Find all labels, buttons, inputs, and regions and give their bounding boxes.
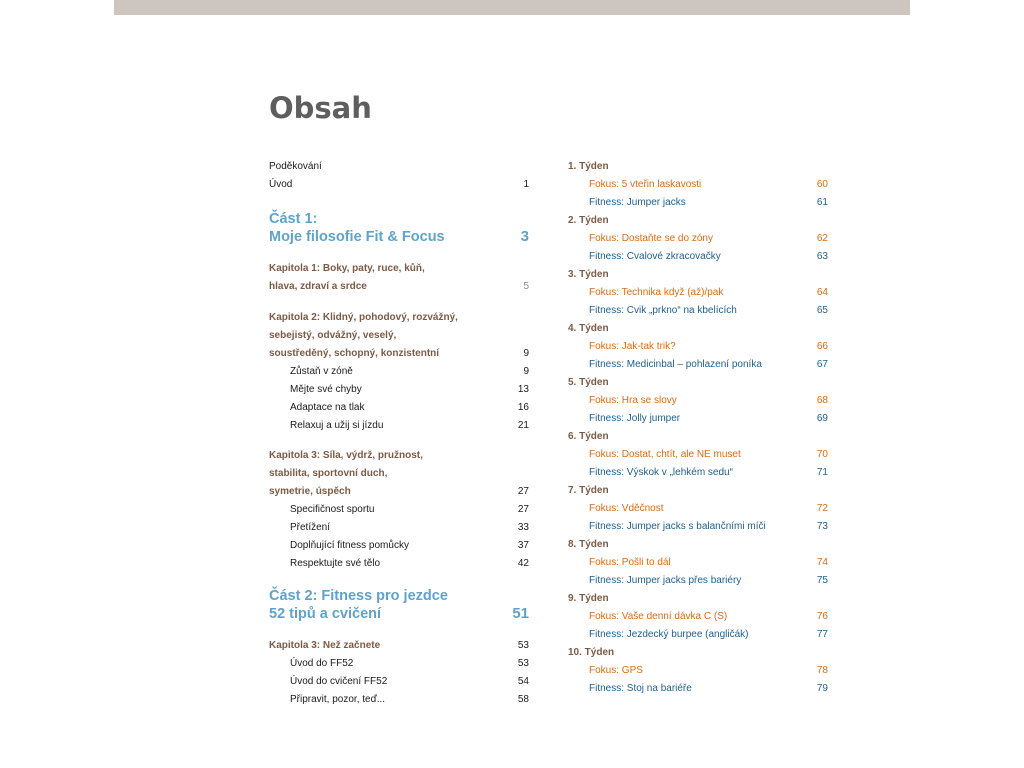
part-title: 52 tipů a cvičení — [269, 606, 382, 622]
week-fitness-entry — [568, 626, 830, 644]
toc-subentry — [269, 381, 531, 399]
subentry-title: Specifičnost sportu — [290, 504, 375, 515]
subentry-title: Adaptace na tlak — [290, 402, 365, 413]
chapter-title: Kapitola 2: Klidný, pohodový, rozvážný, — [269, 312, 458, 323]
week-heading — [568, 374, 830, 392]
toc-chapter-1-line2 — [269, 278, 531, 296]
week-fitness-entry — [568, 464, 830, 482]
chapter-title: sebejistý, odvážný, veselý, — [269, 330, 397, 341]
week-fokus-entry — [568, 392, 830, 410]
week-fokus-entry — [568, 554, 830, 572]
week-fokus-entry — [568, 446, 830, 464]
week-fokus-entry-page: 70 — [816, 449, 828, 460]
week-heading — [568, 590, 830, 608]
week-fitness-entry-page: 63 — [816, 251, 828, 262]
toc-part-1-line2 — [269, 228, 531, 246]
toc-subentry — [269, 363, 531, 381]
part-title: Část 2: Fitness pro jezdce — [269, 588, 448, 604]
week-fokus-entry — [568, 284, 830, 302]
toc-entry-podekovani — [269, 158, 531, 176]
week-fitness-entry-page: 67 — [816, 359, 828, 370]
toc-chapter-2-line1 — [269, 309, 531, 327]
week-heading-title: 10. Týden — [568, 647, 615, 658]
chapter-title: hlava, zdraví a srdce — [269, 281, 367, 292]
subentry-title: Připravit, pozor, teď... — [290, 694, 386, 705]
subentry-page: 54 — [517, 676, 529, 687]
toc-chapter-2-line3 — [269, 345, 531, 363]
week-fitness-entry-page: 65 — [816, 305, 828, 316]
chapter-page: 5 — [523, 281, 529, 292]
subentry-title: Zůstaň v zóně — [290, 366, 353, 377]
week-heading — [568, 158, 830, 176]
week-heading-title: 5. Týden — [568, 377, 609, 388]
week-fokus-entry-title: Fokus: 5 vteřin laskavosti — [589, 179, 702, 190]
week-fokus-entry-page: 72 — [816, 503, 828, 514]
top-bar — [114, 0, 910, 15]
week-fitness-entry — [568, 194, 830, 212]
toc-entry-page: 1 — [523, 179, 529, 190]
week-fitness-entry — [568, 680, 830, 698]
week-fitness-entry-title: Fitness: Cvik „prkno“ na kbelících — [589, 305, 737, 316]
toc-part-1-line1 — [269, 210, 531, 228]
toc-entry-title: Poděkování — [269, 161, 322, 172]
week-heading — [568, 536, 830, 554]
toc-chapter-3-line2 — [269, 465, 531, 483]
subentry-page: 53 — [517, 658, 529, 669]
week-fitness-entry-title: Fitness: Stoj na bariéře — [589, 683, 692, 694]
toc-chapter-3b — [269, 637, 531, 655]
part-title: Část 1: — [269, 211, 318, 227]
toc-subentry — [269, 673, 531, 691]
chapter-title: Kapitola 3: Než začnete — [269, 640, 381, 651]
chapter-page: 27 — [517, 486, 529, 497]
chapter-title: stabilita, sportovní duch, — [269, 468, 388, 479]
week-fitness-entry-title: Fitness: Jezdecký burpee (angličák) — [589, 629, 749, 640]
week-heading — [568, 266, 830, 284]
week-heading-title: 4. Týden — [568, 323, 609, 334]
week-fokus-entry-page: 66 — [816, 341, 828, 352]
week-fokus-entry — [568, 500, 830, 518]
week-heading-title: 6. Týden — [568, 431, 609, 442]
chapter-page: 53 — [517, 640, 529, 651]
subentry-title: Úvod do FF52 — [290, 658, 354, 669]
subentry-title: Relaxuj a užij si jízdu — [290, 420, 384, 431]
week-fokus-entry — [568, 662, 830, 680]
toc-subentry — [269, 555, 531, 573]
toc-entry-title: Úvod — [269, 179, 293, 190]
chapter-title: symetrie, úspěch — [269, 486, 351, 497]
subentry-page: 13 — [517, 384, 529, 395]
toc-entry-uvod — [269, 176, 531, 194]
subentry-title: Přetížení — [290, 522, 331, 533]
week-heading-title: 9. Týden — [568, 593, 609, 604]
subentry-title: Respektujte své tělo — [290, 558, 381, 569]
week-fokus-entry-page: 76 — [816, 611, 828, 622]
toc-chapter-1-line1 — [269, 260, 531, 278]
week-heading — [568, 320, 830, 338]
toc-subentry — [269, 537, 531, 555]
week-fitness-entry-page: 71 — [816, 467, 828, 478]
week-fitness-entry-page: 69 — [816, 413, 828, 424]
toc-subentry — [269, 655, 531, 673]
week-fokus-entry-title: Fokus: GPS — [589, 665, 643, 676]
week-fitness-entry-page: 61 — [816, 197, 828, 208]
part-page: 51 — [512, 605, 529, 622]
week-fitness-entry-title: Fitness: Jumper jacks — [589, 197, 686, 208]
week-fokus-entry-title: Fokus: Hra se slovy — [589, 395, 677, 406]
chapter-page: 9 — [523, 348, 529, 359]
week-fokus-entry-title: Fokus: Dostat, chtít, ale NE muset — [589, 449, 741, 460]
week-fokus-entry-title: Fokus: Dostaňte se do zóny — [589, 233, 713, 244]
chapter-title: soustředěný, schopný, konzistentní — [269, 348, 440, 359]
week-fokus-entry-page: 60 — [816, 179, 828, 190]
subentry-page: 21 — [517, 420, 529, 431]
chapter-title: Kapitola 3: Síla, výdrž, pružnost, — [269, 450, 423, 461]
week-fitness-entry-title: Fitness: Jumper jacks přes bariéry — [589, 575, 742, 586]
part-title: Moje filosofie Fit & Focus — [269, 229, 445, 245]
week-heading-title: 7. Týden — [568, 485, 609, 496]
week-fitness-entry — [568, 518, 830, 536]
toc-subentry — [269, 399, 531, 417]
week-fokus-entry-page: 62 — [816, 233, 828, 244]
week-heading — [568, 644, 830, 662]
week-heading-title: 2. Týden — [568, 215, 609, 226]
week-fitness-entry — [568, 410, 830, 428]
part-page: 3 — [520, 228, 529, 245]
week-heading-title: 1. Týden — [568, 161, 609, 172]
week-fitness-entry — [568, 302, 830, 320]
toc-part-2-line2 — [269, 605, 531, 623]
week-fitness-entry-page: 75 — [816, 575, 828, 586]
week-fokus-entry-page: 74 — [816, 557, 828, 568]
week-fokus-entry-page: 64 — [816, 287, 828, 298]
week-fitness-entry — [568, 572, 830, 590]
toc-subentry — [269, 519, 531, 537]
week-fokus-entry — [568, 338, 830, 356]
week-heading — [568, 482, 830, 500]
week-fitness-entry-page: 73 — [816, 521, 828, 532]
week-fokus-entry — [568, 608, 830, 626]
subentry-page: 37 — [517, 540, 529, 551]
toc-weeks-column — [568, 158, 830, 698]
toc-subentry — [269, 501, 531, 519]
week-fitness-entry-title: Fitness: Výskok v „lehkém sedu“ — [589, 467, 733, 478]
week-heading-title: 8. Týden — [568, 539, 609, 550]
week-heading — [568, 212, 830, 230]
toc-left-column — [269, 158, 531, 709]
week-fokus-entry — [568, 176, 830, 194]
week-fokus-entry-page: 78 — [816, 665, 828, 676]
week-fokus-entry-title: Fokus: Vaše denní dávka C (S) — [589, 611, 728, 622]
chapter-title: Kapitola 1: Boky, paty, ruce, kůň, — [269, 263, 425, 274]
subentry-title: Doplňující fitness pomůcky — [290, 540, 409, 551]
toc-chapter-3-line1 — [269, 447, 531, 465]
toc-chapter-2-line2 — [269, 327, 531, 345]
week-fitness-entry-title: Fitness: Cvalové zkracovačky — [589, 251, 721, 262]
toc-part-2-line1 — [269, 587, 531, 605]
page-title: Obsah — [269, 91, 372, 125]
week-heading-title: 3. Týden — [568, 269, 609, 280]
week-fokus-entry — [568, 230, 830, 248]
week-fitness-entry-page: 77 — [816, 629, 828, 640]
subentry-page: 27 — [517, 504, 529, 515]
week-fokus-entry-title: Fokus: Technika když (až)/pak — [589, 287, 724, 298]
week-fitness-entry-title: Fitness: Medicinbal – pohlazení poníka — [589, 359, 762, 370]
week-fokus-entry-page: 68 — [816, 395, 828, 406]
subentry-title: Úvod do cvičení FF52 — [290, 676, 388, 687]
week-fitness-entry-title: Fitness: Jolly jumper — [589, 413, 681, 424]
subentry-page: 58 — [517, 694, 529, 705]
subentry-page: 33 — [517, 522, 529, 533]
week-fitness-entry — [568, 356, 830, 374]
week-heading — [568, 428, 830, 446]
toc-subentry — [269, 417, 531, 435]
week-fitness-entry-title: Fitness: Jumper jacks s balančními míči — [589, 521, 766, 532]
subentry-title: Mějte své chyby — [290, 384, 362, 395]
week-fitness-entry — [568, 248, 830, 266]
week-fitness-entry-page: 79 — [816, 683, 828, 694]
week-fokus-entry-title: Fokus: Jak-tak trik? — [589, 341, 676, 352]
week-fokus-entry-title: Fokus: Vděčnost — [589, 503, 664, 514]
toc-chapter-3-line3 — [269, 483, 531, 501]
toc-subentry — [269, 691, 531, 709]
subentry-page: 16 — [517, 402, 529, 413]
subentry-page: 42 — [517, 558, 529, 569]
subentry-page: 9 — [523, 366, 529, 377]
week-fokus-entry-title: Fokus: Pošli to dál — [589, 557, 671, 568]
